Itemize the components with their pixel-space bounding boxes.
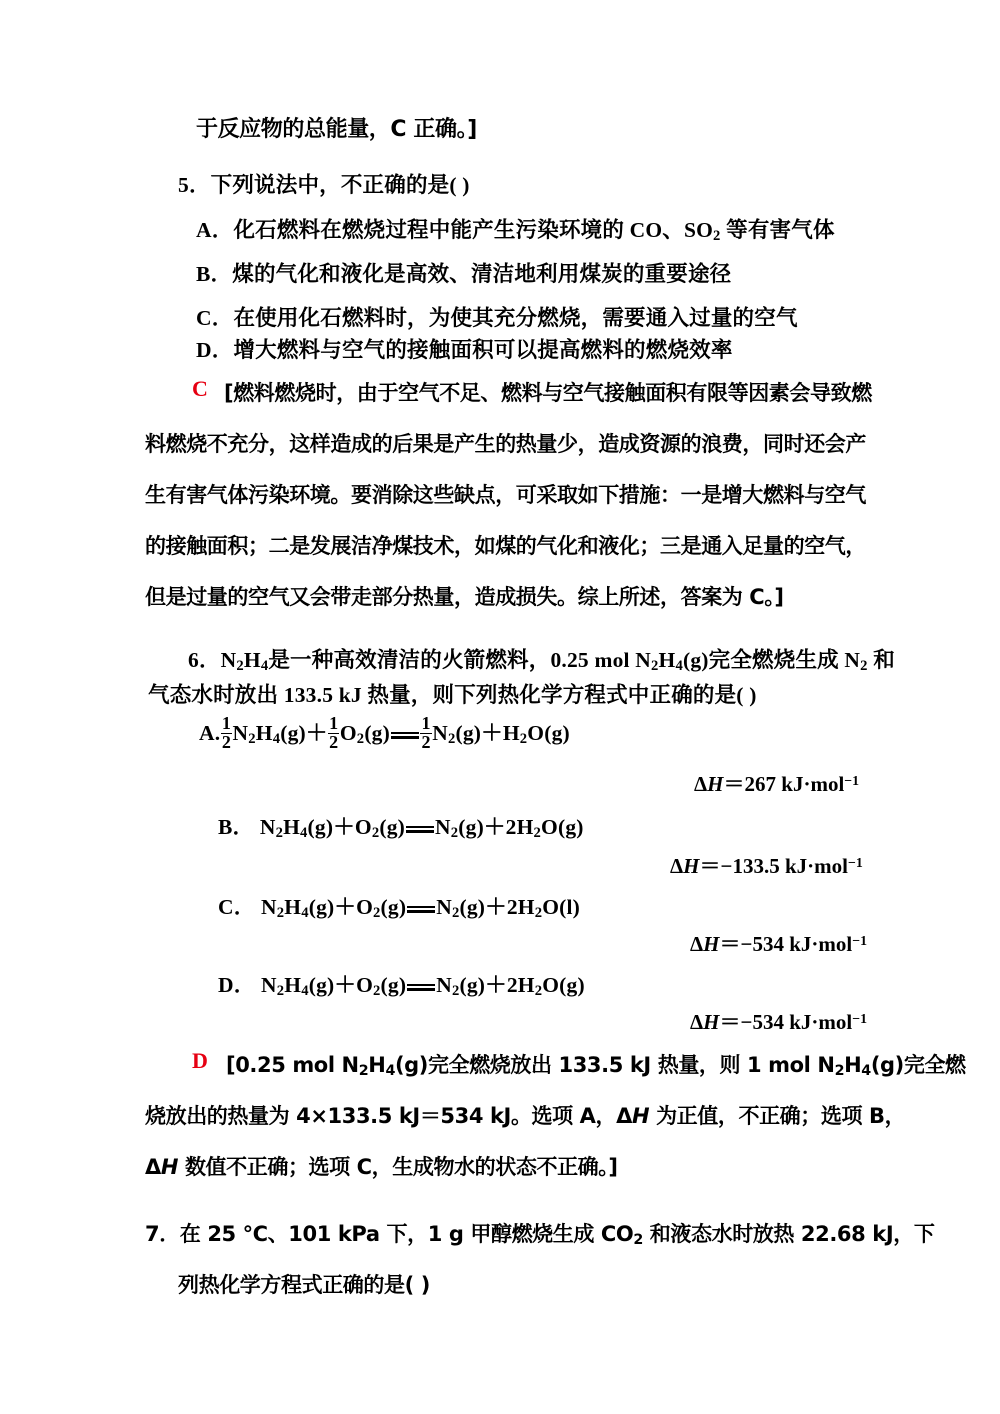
question-6-option-d-delta-h bbox=[690, 1006, 867, 1036]
question-5-explanation-line-2: 料燃烧不充分，这样造成的后果是产生的热量少，造成资源的浪费，同时还会产 bbox=[145, 432, 866, 456]
delta-h-symbol: ΔH＝−133.5 kJ·mol$^{-1}$ bbox=[670, 854, 863, 878]
question-5-answer-letter: C bbox=[192, 376, 208, 401]
delta-h-symbol: ΔH＝267 kJ·mol$^{-1}$ bbox=[694, 772, 860, 796]
question-6-option-d[interactable] bbox=[218, 968, 585, 1000]
option-equation: $N_2H_4(g)+O_2(g)$ $N_2(g)+2H_2O(g)$ bbox=[255, 973, 585, 1000]
question-5-explanation-line-3: 生有害气体污染环境。要消除这些缺点，可采取如下措施：一是增大燃料与空气 bbox=[145, 483, 866, 507]
question-6-explanation-line-1: [0.25 mol $N_2H_4(g)$完全燃烧放出 133.5 kJ 热量，则 1 mol $N_2H_4(g)$完全燃 bbox=[226, 1053, 966, 1080]
question-6-option-b[interactable] bbox=[218, 810, 584, 842]
question-6-option-c-delta-h bbox=[690, 928, 867, 958]
question-5-stem-text: 下列说法中，不正确的是( ) bbox=[210, 173, 470, 197]
option-text: 煤的气化和液化是高效、清洁地利用煤炭的重要途径 bbox=[232, 262, 732, 286]
question-6-option-a-delta-h bbox=[694, 768, 859, 798]
delta-h-symbol: ΔH＝−534 kJ·mol$^{-1}$ bbox=[690, 932, 868, 956]
question-6-option-a[interactable] bbox=[199, 715, 570, 751]
option-text: 化石燃料在燃烧过程中能产生污染环境的 CO、$SO_2$ 等有害气体 bbox=[233, 218, 835, 245]
question-7-stem-line-2: 列热化学方程式正确的是( ) bbox=[178, 1273, 430, 1297]
question-6-stem-line-2: 气态水时放出 133.5 kJ 热量，则下列热化学方程式中正确的是( ) bbox=[148, 683, 757, 707]
question-6-option-c[interactable] bbox=[218, 890, 580, 922]
question-6-answer-letter: D bbox=[192, 1048, 208, 1073]
question-5-option-d[interactable] bbox=[196, 333, 733, 364]
question-6-explanation-line-2: 烧放出的热量为 4×133.5 kJ＝534 kJ。选项 A，ΔH 为正值，不正确；选项 B， bbox=[145, 1104, 906, 1128]
option-label: A. bbox=[199, 721, 221, 746]
question-5-explanation-line-1: [燃料燃烧时，由于空气不足、燃料与空气接触面积有限等因素会导致燃 bbox=[224, 381, 872, 405]
option-label: A． bbox=[196, 218, 234, 242]
option-label: C． bbox=[196, 306, 234, 330]
question-5-explanation-line-4: 的接触面积；二是发展洁净煤技术，如煤的气化和液化；三是通入足量的空气， bbox=[145, 534, 866, 558]
option-label: C． bbox=[218, 895, 256, 919]
question-5-option-a[interactable] bbox=[196, 213, 835, 245]
question-6-stem-text: $N_2H_4$是一种高效清洁的火箭燃料，0.25 mol $N_2H_4(g)$完全燃烧生成 $N_2$ 和 bbox=[220, 648, 895, 675]
question-5-explanation-line-5: 但是过量的空气又会带走部分热量，造成损失。综上所述，答案为 C。] bbox=[145, 585, 784, 609]
option-text: 在使用化石燃料时，为使其充分燃烧，需要通入过量的空气 bbox=[233, 306, 798, 330]
option-equation: $\frac{1}{2}$ $N_2H_4(g)+$ $\frac{1}{2}$ $O_2(g)$ $\frac{1}{2}$ $N_2(g)+H_2O(g)$ bbox=[221, 713, 570, 752]
option-label: B． bbox=[218, 815, 255, 839]
option-label: B． bbox=[196, 262, 233, 286]
question-6-explanation-line-3: ΔH 数值不正确；选项 C，生成物水的状态不正确。] bbox=[145, 1155, 618, 1179]
question-5-option-c[interactable] bbox=[196, 301, 798, 332]
continued-explanation-line: 于反应物的总能量，C 正确。] bbox=[196, 117, 477, 142]
question-5-option-b[interactable] bbox=[196, 257, 731, 288]
question-5-number: 5． bbox=[178, 173, 211, 197]
option-label: D． bbox=[196, 338, 234, 362]
question-6-stem-line-1 bbox=[188, 643, 895, 675]
question-7-stem-line-1: 7．在 25 ℃、101 kPa 下，1 g 甲醇燃烧生成 $CO_2$ 和液态水时放热 22.68 kJ，下 bbox=[145, 1222, 935, 1249]
question-5-stem bbox=[178, 168, 470, 199]
delta-h-symbol: ΔH＝−534 kJ·mol$^{-1}$ bbox=[690, 1010, 868, 1034]
question-6-number: 6． bbox=[188, 648, 221, 672]
question-6-option-b-delta-h bbox=[670, 850, 863, 880]
option-text: 增大燃料与空气的接触面积可以提高燃料的燃烧效率 bbox=[233, 338, 733, 362]
option-label: D． bbox=[218, 973, 256, 997]
option-equation: $N_2H_4(g)+O_2(g)$ $N_2(g)+2H_2O(l)$ bbox=[255, 895, 581, 922]
option-equation: $N_2H_4(g)+O_2(g)$ $N_2(g)+2H_2O(g)$ bbox=[254, 815, 584, 842]
